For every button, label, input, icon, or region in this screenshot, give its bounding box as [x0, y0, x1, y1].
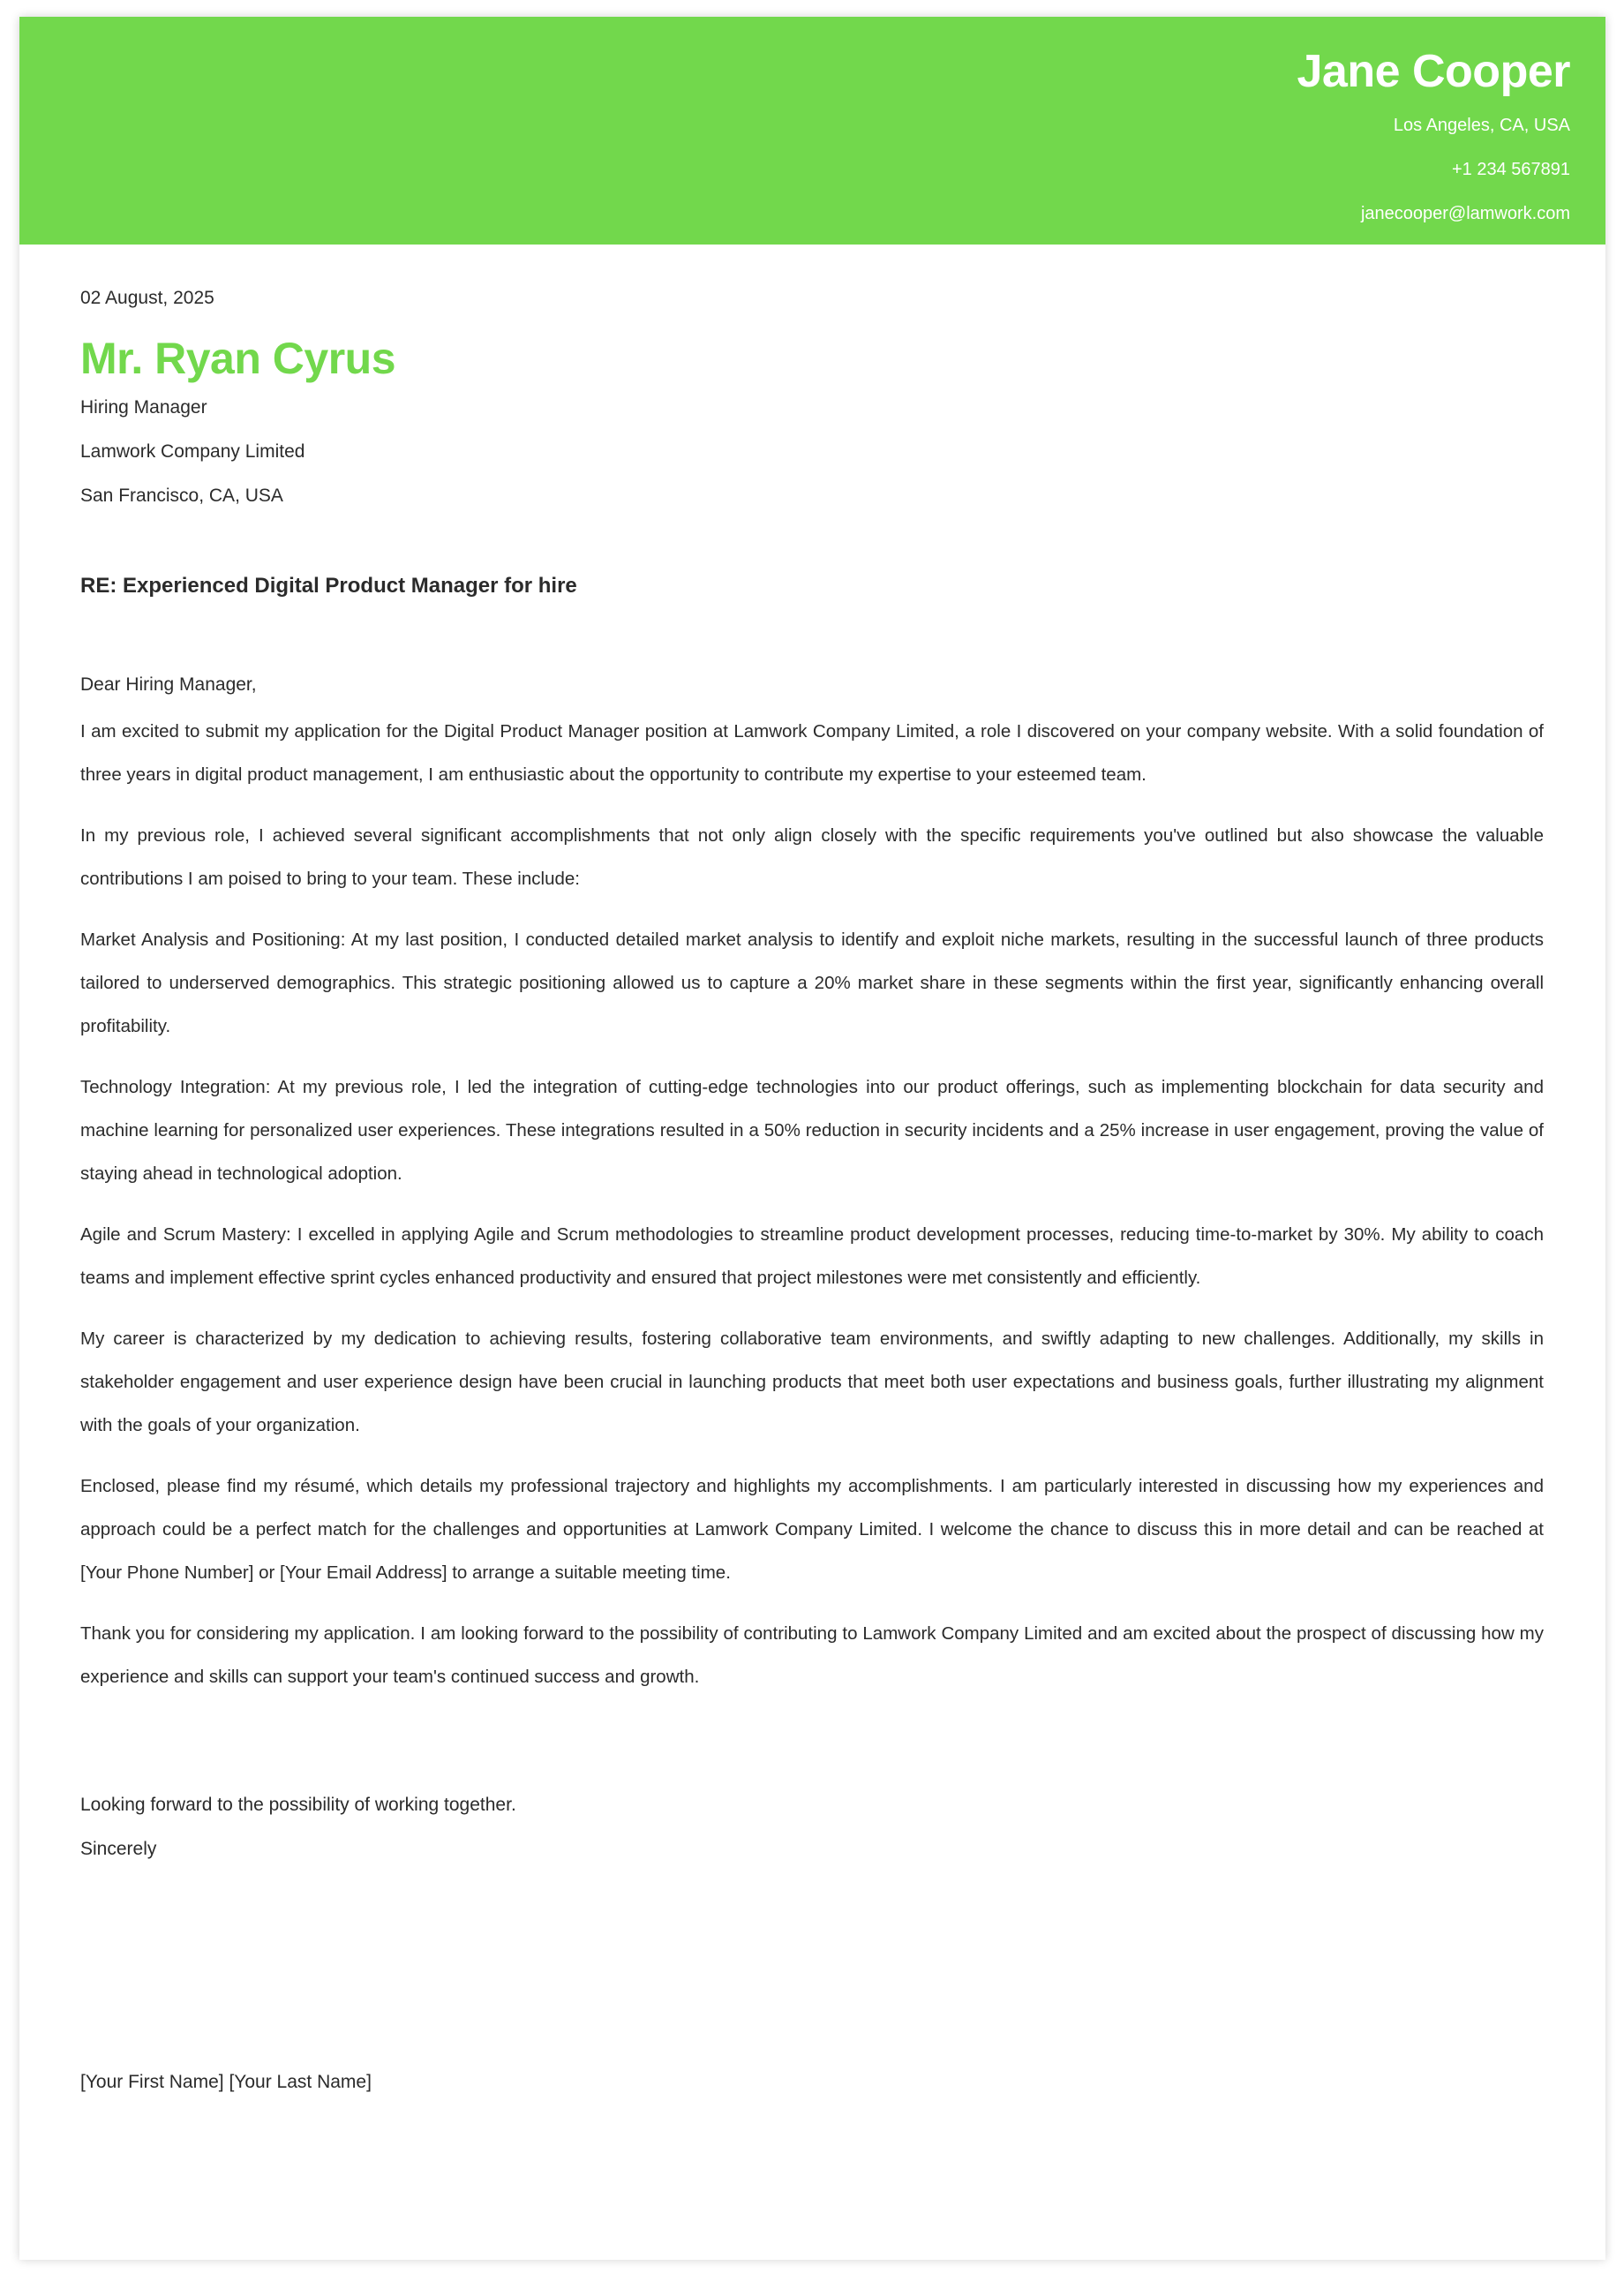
sender-location: Los Angeles, CA, USA — [1393, 116, 1570, 135]
sender-name: Jane Cooper — [1297, 46, 1570, 97]
body-paragraph: My career is characterized by my dedication to achieving results, fostering collaborative team environments, and swiftly adapting to new challenges. Additionally, my skills in stakeholder engagement and user experience design have been crucial in launching products that meet both user expectations and business goals, further illustrating my alignment with the goals of your organization. — [80, 1329, 1544, 1435]
sender-block — [1297, 43, 1570, 236]
body-paragraph: Thank you for considering my application. I am looking forward to the possibility of contributing to Lamwork Company Limited and am excited about the prospect of discussing how my experience and skills can support your team's continued success and growth. — [80, 1623, 1544, 1687]
recipient-title: Hiring Manager — [80, 397, 207, 418]
recipient-name: Mr. Ryan Cyrus — [80, 334, 396, 383]
recipient-location: San Francisco, CA, USA — [80, 486, 283, 506]
letter-closing — [80, 1783, 516, 1871]
signature-name: [Your First Name] [Your Last Name] — [80, 2072, 372, 2092]
recipient-company: Lamwork Company Limited — [80, 441, 305, 462]
body-paragraph: Enclosed, please find my résumé, which details my professional trajectory and highlights my accomplishments. I am particularly interested in discussing how my experiences and approach could be a perfect match for the challenges and opportunities at Lamwork Company Limited. I welcome the chance to discuss this in more detail and can be reached at [Your Phone Number] or [Your Email Address] to arrange a suitable meeting time. — [80, 1476, 1544, 1583]
body-paragraph: In my previous role, I achieved several significant accomplishments that not only align closely with the specific requirements you've outlined but also showcase the valuable contributions I am poised to bring to your team. These include: — [80, 825, 1544, 889]
body-paragraph: Technology Integration: At my previous role, I led the integration of cutting-edge technologies into our product offerings, such as implementing blockchain for data security and machine learning for personalized user experiences. These integrations resulted in a 50% reduction in security incidents and a 25% increase in user engagement, proving the value of staying ahead in technological adoption. — [80, 1077, 1544, 1184]
closing-line: Looking forward to the possibility of working together. — [80, 1795, 516, 1815]
recipient-address — [80, 386, 304, 518]
letter-page — [19, 17, 1605, 2260]
sign-off: Sincerely — [80, 1839, 157, 1859]
sender-phone: +1 234 567891 — [1451, 160, 1570, 179]
letter-body — [80, 710, 1544, 1716]
letter-subject: RE: Experienced Digital Product Manager for hire — [80, 574, 577, 598]
letter-date: 02 August, 2025 — [80, 288, 214, 308]
letter-header — [19, 17, 1605, 245]
body-paragraph: Agile and Scrum Mastery: I excelled in applying Agile and Scrum methodologies to streamline product development processes, reducing time-to-market by 30%. My ability to coach teams and implement effective sprint cycles enhanced productivity and ensured that project milestones were met consistently and efficiently. — [80, 1224, 1544, 1288]
salutation: Dear Hiring Manager, — [80, 674, 257, 695]
sender-email: janecooper@lamwork.com — [1360, 204, 1570, 223]
body-paragraph: Market Analysis and Positioning: At my last position, I conducted detailed market analysis to identify and exploit niche markets, resulting in the successful launch of three products tailored to underserved demographics. This strategic positioning allowed us to capture a 20% market share in these segments within the first year, significantly enhancing overall profitability. — [80, 930, 1544, 1036]
body-paragraph: I am excited to submit my application for the Digital Product Manager position at Lamwork Company Limited, a role I discovered on your company website. With a solid foundation of three years in digital product management, I am enthusiastic about the opportunity to contribute my expertise to your esteemed team. — [80, 721, 1544, 785]
